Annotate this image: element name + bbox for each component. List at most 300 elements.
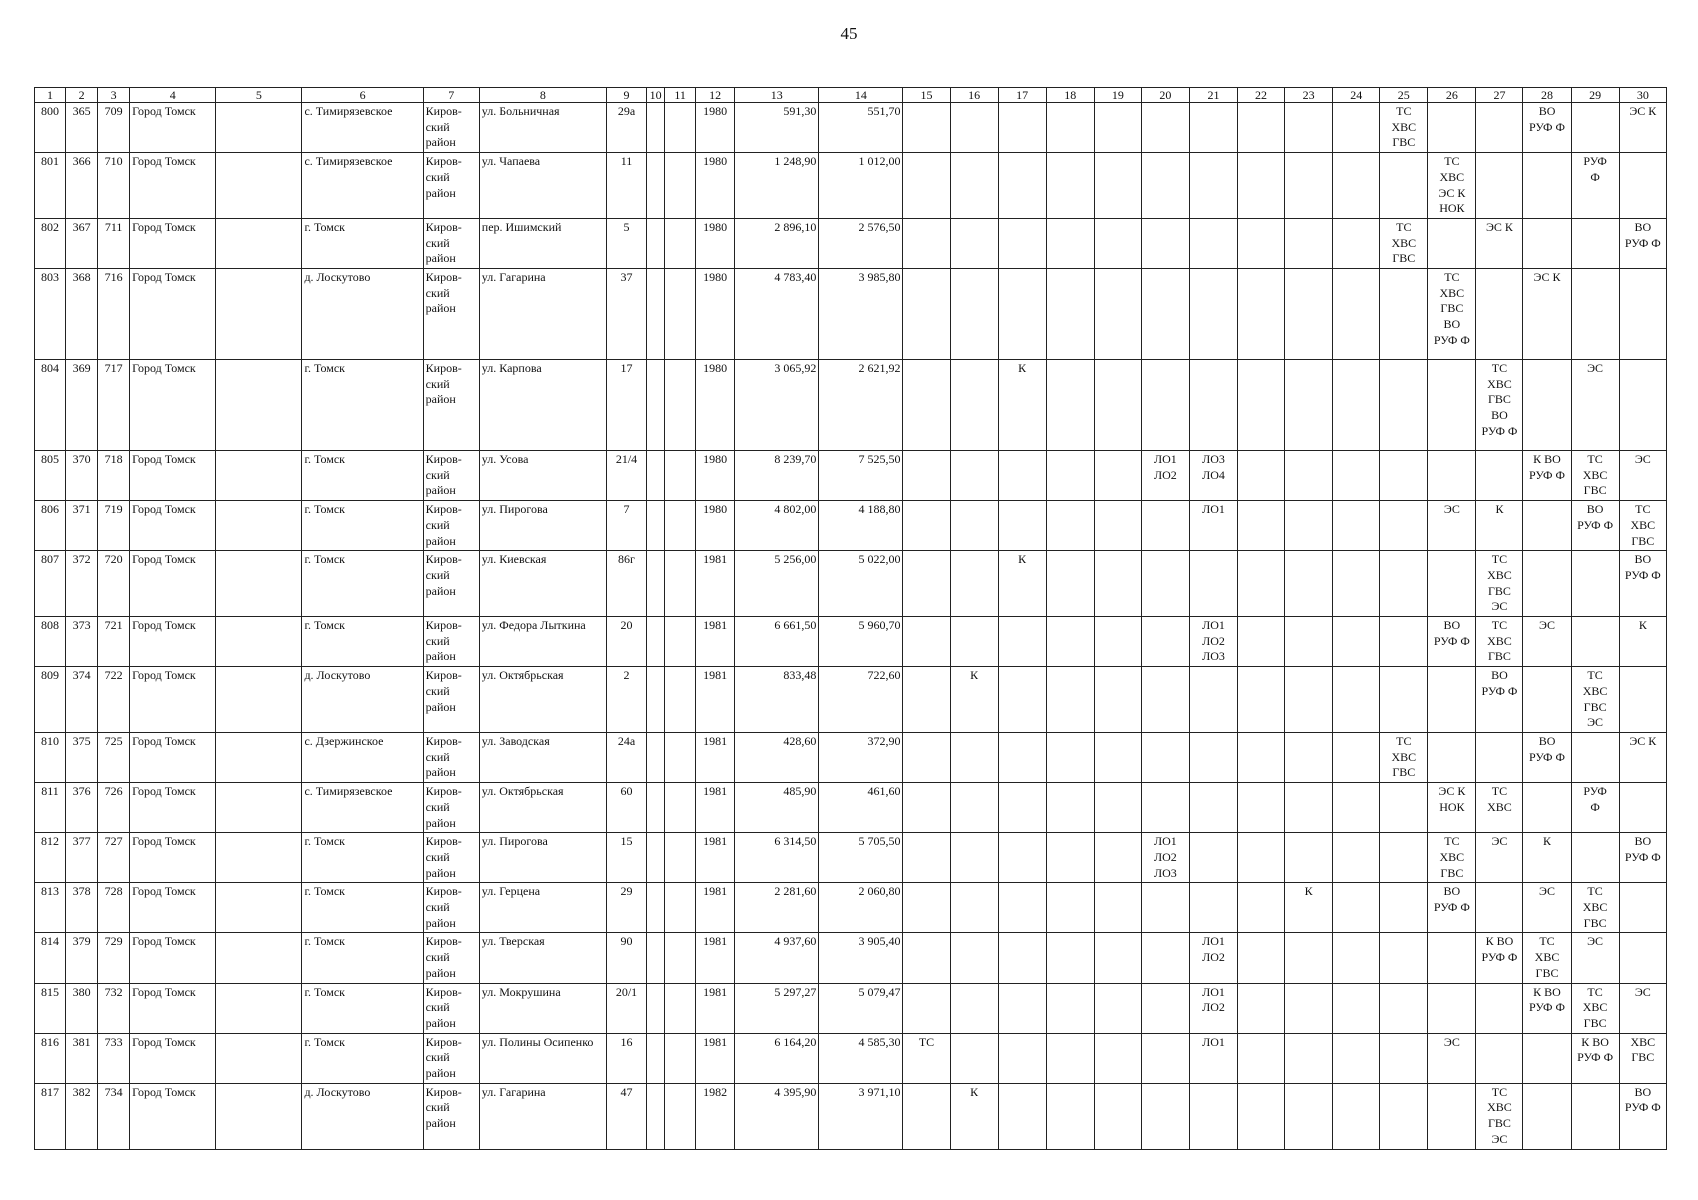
cell-line: РУФ (1583, 154, 1607, 169)
column-header-22: 22 (1238, 88, 1285, 103)
cell-col-23 (1285, 269, 1333, 360)
cell-col-21 (1189, 1033, 1237, 1083)
cell-col-3: 732 (98, 983, 130, 1033)
cell-col-26 (1428, 732, 1476, 782)
cell-col-19 (1094, 883, 1141, 933)
column-header-28: 28 (1523, 88, 1571, 103)
cell-col-13: 833,48 (735, 667, 819, 733)
table-row (35, 269, 1667, 360)
cell-col-6: с. Тимирязевское (302, 103, 423, 153)
cell-line: район (425, 1066, 456, 1081)
cell-line: Киров- (425, 154, 462, 169)
cell-col-24 (1333, 269, 1380, 360)
cell-col-19 (1094, 551, 1141, 617)
cell-col-26 (1428, 451, 1476, 501)
cell-col-6: г. Томск (302, 617, 423, 667)
table-row (35, 451, 1667, 501)
cell-line: ЭС (1634, 452, 1651, 467)
cell-col-14: 5 705,50 (819, 833, 903, 883)
cell-col-22 (1238, 617, 1285, 667)
cell-line: ЭС (1539, 884, 1555, 899)
cell-col-7 (423, 1033, 479, 1083)
cell-line: ХВС (1487, 376, 1512, 391)
cell-col-8: пер. Ишимский (479, 218, 606, 268)
cell-col-17 (998, 833, 1046, 883)
cell-col-19 (1094, 1083, 1141, 1149)
cell-col-4: Город Томск (130, 1083, 216, 1149)
cell-line: ЭС К (1485, 219, 1513, 234)
cell-col-24 (1333, 883, 1380, 933)
cell-line: РУФ Ф (1624, 235, 1661, 250)
cell-col-6: с. Тимирязевское (302, 783, 423, 833)
column-header-13: 13 (735, 88, 819, 103)
cell-col-9: 20 (606, 617, 646, 667)
cell-line: ский (425, 1050, 450, 1065)
cell-col-7 (423, 933, 479, 983)
cell-col-1: 802 (35, 218, 66, 268)
cell-col-9: 60 (606, 783, 646, 833)
cell-col-14: 3 985,80 (819, 269, 903, 360)
table-row (35, 617, 1667, 667)
column-header-23: 23 (1285, 88, 1333, 103)
cell-line: РУФ Ф (1529, 467, 1565, 482)
cell-col-3: 711 (98, 218, 130, 268)
cell-col-8: ул. Гагарина (479, 269, 606, 360)
cell-col-2: 382 (66, 1083, 98, 1149)
cell-col-12: 1981 (696, 667, 735, 733)
cell-col-4: Город Томск (130, 269, 216, 360)
cell-col-4: Город Томск (130, 103, 216, 153)
cell-line: ский (425, 467, 450, 482)
cell-col-20 (1141, 933, 1189, 983)
cell-col-11 (665, 667, 696, 733)
cell-col-23 (1285, 1083, 1333, 1149)
cell-col-29 (1571, 1033, 1619, 1083)
cell-col-7 (423, 783, 479, 833)
cell-line: ский (425, 749, 450, 764)
cell-col-17 (998, 933, 1046, 983)
column-header-17: 17 (998, 88, 1046, 103)
column-header-16: 16 (950, 88, 998, 103)
cell-line: ВО (1634, 552, 1652, 567)
cell-col-1: 805 (35, 451, 66, 501)
cell-col-21 (1189, 269, 1237, 360)
cell-line: ВО (1538, 733, 1556, 748)
cell-col-10 (647, 103, 665, 153)
cell-line: ЛО3 (1202, 649, 1225, 664)
cell-col-8: ул. Мокрушина (479, 983, 606, 1033)
cell-col-14: 5 022,00 (819, 551, 903, 617)
cell-line: К (1304, 884, 1313, 899)
cell-col-13: 6 314,50 (735, 833, 819, 883)
cell-col-18 (1046, 218, 1094, 268)
cell-col-8: ул. Заводская (479, 732, 606, 782)
cell-col-4: Город Томск (130, 667, 216, 733)
cell-col-18 (1046, 883, 1094, 933)
cell-line: район (425, 483, 456, 498)
cell-col-22 (1238, 933, 1285, 983)
cell-col-6: г. Томск (302, 218, 423, 268)
cell-col-28 (1523, 360, 1571, 451)
cell-col-25 (1380, 501, 1428, 551)
cell-line: ЭС К (1629, 104, 1657, 118)
cell-col-1: 817 (35, 1083, 66, 1149)
cell-col-1: 816 (35, 1033, 66, 1083)
cell-col-26 (1428, 1033, 1476, 1083)
cell-col-16 (950, 103, 998, 153)
cell-col-6: г. Томск (302, 933, 423, 983)
cell-col-8: ул. Полины Осипенко (479, 1033, 606, 1083)
cell-line: ЭС (1587, 934, 1604, 949)
cell-col-25 (1380, 269, 1428, 360)
cell-col-4: Город Томск (130, 983, 216, 1033)
cell-col-3: 734 (98, 1083, 130, 1149)
cell-col-22 (1238, 451, 1285, 501)
cell-col-5 (216, 501, 302, 551)
cell-line: ЭС (1587, 361, 1604, 376)
cell-col-22 (1238, 218, 1285, 268)
cell-line: РУФ Ф (1529, 1000, 1565, 1015)
table-row (35, 783, 1667, 833)
column-header-21: 21 (1189, 88, 1237, 103)
cell-line: ВО (1443, 618, 1461, 633)
cell-col-12: 1981 (696, 983, 735, 1033)
cell-col-17 (998, 360, 1046, 451)
cell-col-8: ул. Пирогова (479, 833, 606, 883)
cell-col-12: 1980 (696, 501, 735, 551)
cell-col-18 (1046, 153, 1094, 219)
cell-line: ГВС (1535, 965, 1559, 980)
cell-line: ЛО1 (1202, 618, 1225, 633)
cell-line: ХВС (1391, 235, 1417, 250)
cell-col-8: ул. Больничная (479, 103, 606, 153)
cell-col-10 (647, 732, 665, 782)
cell-line: Киров- (425, 502, 462, 517)
cell-col-12: 1980 (696, 103, 735, 153)
cell-col-5 (216, 451, 302, 501)
cell-col-30 (1619, 933, 1666, 983)
cell-col-3: 733 (98, 1033, 130, 1083)
cell-line: ТС (1444, 834, 1460, 849)
cell-line: ГВС (1440, 301, 1464, 316)
cell-col-4: Город Томск (130, 783, 216, 833)
cell-line: ХВС (1582, 683, 1608, 698)
cell-line: ГВС (1583, 483, 1607, 498)
table-row (35, 551, 1667, 617)
cell-col-24 (1333, 1083, 1380, 1149)
cell-col-29 (1571, 1083, 1619, 1149)
cell-col-16 (950, 153, 998, 219)
cell-line: район (425, 699, 456, 714)
cell-col-24 (1333, 218, 1380, 268)
cell-col-23 (1285, 103, 1333, 153)
cell-col-6: д. Лоскутово (302, 1083, 423, 1149)
cell-col-17 (998, 667, 1046, 733)
cell-col-20 (1141, 451, 1189, 501)
cell-col-2: 374 (66, 667, 98, 733)
cell-col-14: 7 525,50 (819, 451, 903, 501)
cell-col-14: 722,60 (819, 667, 903, 733)
cell-col-24 (1333, 153, 1380, 219)
cell-col-23 (1285, 783, 1333, 833)
cell-col-30 (1619, 451, 1666, 501)
cell-col-27 (1476, 103, 1523, 153)
cell-line: РУФ Ф (1481, 950, 1518, 965)
housing-registry-table (34, 87, 1667, 1150)
cell-col-21 (1189, 933, 1237, 983)
cell-col-5 (216, 103, 302, 153)
cell-line: ЛО1 (1202, 1034, 1225, 1049)
cell-col-15 (903, 617, 950, 667)
cell-col-21 (1189, 360, 1237, 451)
cell-col-17 (998, 153, 1046, 219)
cell-col-8: ул. Карпова (479, 360, 606, 451)
cell-col-30 (1619, 1083, 1666, 1149)
cell-col-21 (1189, 451, 1237, 501)
cell-line: ТС (1539, 934, 1555, 949)
column-header-14: 14 (819, 88, 903, 103)
cell-col-9: 47 (606, 1083, 646, 1149)
cell-col-11 (665, 783, 696, 833)
cell-col-2: 370 (66, 451, 98, 501)
cell-col-14: 3 905,40 (819, 933, 903, 983)
cell-col-26 (1428, 1083, 1476, 1149)
cell-line: Киров- (425, 219, 462, 234)
cell-line: район (425, 1015, 456, 1030)
cell-col-23 (1285, 732, 1333, 782)
cell-col-2: 371 (66, 501, 98, 551)
cell-col-19 (1094, 833, 1141, 883)
cell-line: Киров- (425, 884, 462, 899)
cell-col-11 (665, 551, 696, 617)
cell-col-13: 428,60 (735, 732, 819, 782)
cell-line: ХВС (1487, 633, 1512, 648)
cell-col-9: 29а (606, 103, 646, 153)
cell-col-12: 1980 (696, 451, 735, 501)
cell-col-27 (1476, 732, 1523, 782)
cell-col-22 (1238, 153, 1285, 219)
cell-line: ВО (1586, 502, 1604, 517)
cell-col-8: ул. Гагарина (479, 1083, 606, 1149)
cell-col-5 (216, 883, 302, 933)
cell-col-16 (950, 1033, 998, 1083)
cell-col-13: 8 239,70 (735, 451, 819, 501)
cell-line: ХВС (1487, 799, 1512, 814)
cell-col-12: 1981 (696, 617, 735, 667)
cell-col-16 (950, 1083, 998, 1149)
cell-col-27 (1476, 883, 1523, 933)
cell-line: ЭС (1491, 834, 1508, 849)
cell-col-18 (1046, 360, 1094, 451)
cell-col-29 (1571, 933, 1619, 983)
cell-col-3: 728 (98, 883, 130, 933)
cell-col-1: 804 (35, 360, 66, 451)
cell-col-23 (1285, 360, 1333, 451)
cell-col-25 (1380, 933, 1428, 983)
cell-col-15 (903, 1083, 950, 1149)
cell-col-20 (1141, 667, 1189, 733)
cell-col-23 (1285, 501, 1333, 551)
cell-col-1: 811 (35, 783, 66, 833)
cell-col-28 (1523, 451, 1571, 501)
cell-col-23 (1285, 153, 1333, 219)
cell-line: район (425, 185, 456, 200)
cell-col-9: 15 (606, 833, 646, 883)
table-row (35, 501, 1667, 551)
cell-col-15 (903, 783, 950, 833)
cell-col-21 (1189, 218, 1237, 268)
cell-line: ГВС (1487, 1116, 1511, 1131)
cell-col-11 (665, 269, 696, 360)
cell-col-25 (1380, 883, 1428, 933)
cell-col-11 (665, 218, 696, 268)
cell-col-16 (950, 983, 998, 1033)
cell-col-29 (1571, 883, 1619, 933)
cell-line: ЛО1 (1202, 934, 1225, 949)
cell-col-5 (216, 1033, 302, 1083)
column-header-11: 11 (665, 88, 696, 103)
cell-line: ЭС (1634, 984, 1651, 999)
cell-col-19 (1094, 103, 1141, 153)
cell-col-19 (1094, 783, 1141, 833)
cell-line: РУФ Ф (1577, 1050, 1614, 1065)
cell-line: ВО (1634, 1084, 1652, 1099)
cell-line: ТС (1444, 154, 1460, 169)
cell-line: ский (425, 517, 450, 532)
cell-col-14: 3 971,10 (819, 1083, 903, 1149)
cell-col-4: Город Томск (130, 617, 216, 667)
cell-col-25 (1380, 1083, 1428, 1149)
cell-col-30 (1619, 153, 1666, 219)
cell-col-26 (1428, 883, 1476, 933)
cell-col-4: Город Томск (130, 153, 216, 219)
cell-line: К (970, 1084, 979, 1099)
cell-col-14: 461,60 (819, 783, 903, 833)
cell-col-30 (1619, 983, 1666, 1033)
cell-col-8: ул. Федора Лыткина (479, 617, 606, 667)
cell-col-26 (1428, 103, 1476, 153)
cell-col-7 (423, 103, 479, 153)
cell-col-16 (950, 933, 998, 983)
cell-col-9: 86г (606, 551, 646, 617)
cell-col-27 (1476, 551, 1523, 617)
cell-line: ЭС (1443, 1034, 1460, 1049)
cell-line: район (425, 392, 456, 407)
cell-col-7 (423, 732, 479, 782)
cell-col-16 (950, 269, 998, 360)
cell-col-30 (1619, 103, 1666, 153)
cell-col-5 (216, 1083, 302, 1149)
cell-col-22 (1238, 667, 1285, 733)
cell-col-4: Город Томск (130, 360, 216, 451)
cell-line: ХВС (1391, 119, 1417, 134)
column-header-18: 18 (1046, 88, 1094, 103)
cell-col-3: 719 (98, 501, 130, 551)
cell-col-22 (1238, 883, 1285, 933)
cell-col-14: 2 576,50 (819, 218, 903, 268)
cell-col-4: Город Томск (130, 218, 216, 268)
cell-col-28 (1523, 783, 1571, 833)
cell-line: ский (425, 567, 450, 582)
cell-line: К ВО (1485, 934, 1514, 949)
cell-line: Киров- (425, 104, 462, 118)
cell-col-10 (647, 617, 665, 667)
cell-col-24 (1333, 360, 1380, 451)
cell-line: ский (425, 849, 450, 864)
cell-col-19 (1094, 269, 1141, 360)
cell-line: К (1543, 834, 1552, 849)
cell-line: ТС (1491, 784, 1508, 799)
column-header-30: 30 (1619, 88, 1666, 103)
cell-col-20 (1141, 269, 1189, 360)
cell-line: ТС (1396, 219, 1412, 234)
cell-col-25 (1380, 551, 1428, 617)
cell-col-9: 2 (606, 667, 646, 733)
cell-col-11 (665, 360, 696, 451)
cell-col-25 (1380, 983, 1428, 1033)
table-row (35, 883, 1667, 933)
cell-col-10 (647, 551, 665, 617)
cell-col-3: 729 (98, 933, 130, 983)
cell-col-30 (1619, 360, 1666, 451)
cell-col-1: 806 (35, 501, 66, 551)
cell-line: К (1638, 618, 1647, 633)
column-header-4: 4 (130, 88, 216, 103)
cell-col-9: 90 (606, 933, 646, 983)
cell-col-30 (1619, 551, 1666, 617)
cell-col-20 (1141, 617, 1189, 667)
cell-line: Киров- (425, 452, 462, 467)
cell-col-30 (1619, 732, 1666, 782)
cell-line: ЭС (1539, 618, 1555, 633)
cell-col-27 (1476, 153, 1523, 219)
cell-line: Ф (1590, 799, 1600, 814)
cell-line: ХВС (1487, 1100, 1512, 1115)
cell-col-4: Город Томск (130, 732, 216, 782)
cell-line: ГВС (1392, 251, 1416, 266)
cell-col-28 (1523, 933, 1571, 983)
cell-col-7 (423, 451, 479, 501)
cell-col-20 (1141, 218, 1189, 268)
cell-col-20 (1141, 360, 1189, 451)
cell-col-28 (1523, 983, 1571, 1033)
cell-col-14: 2 621,92 (819, 360, 903, 451)
cell-col-15 (903, 883, 950, 933)
column-header-10: 10 (647, 88, 665, 103)
cell-col-19 (1094, 983, 1141, 1033)
cell-col-24 (1333, 933, 1380, 983)
cell-col-20 (1141, 1033, 1189, 1083)
cell-col-12: 1981 (696, 883, 735, 933)
cell-col-30 (1619, 667, 1666, 733)
cell-col-24 (1333, 501, 1380, 551)
cell-col-29 (1571, 153, 1619, 219)
cell-col-19 (1094, 933, 1141, 983)
cell-col-28 (1523, 1083, 1571, 1149)
column-header-9: 9 (606, 88, 646, 103)
cell-col-16 (950, 783, 998, 833)
cell-col-16 (950, 667, 998, 733)
cell-col-15 (903, 501, 950, 551)
cell-col-12: 1981 (696, 1033, 735, 1083)
cell-col-3: 727 (98, 833, 130, 883)
cell-col-27 (1476, 451, 1523, 501)
cell-line: ЛО2 (1153, 849, 1177, 864)
cell-col-22 (1238, 269, 1285, 360)
cell-col-12: 1981 (696, 783, 735, 833)
cell-line: РУФ Ф (1481, 423, 1518, 438)
cell-col-2: 379 (66, 933, 98, 983)
